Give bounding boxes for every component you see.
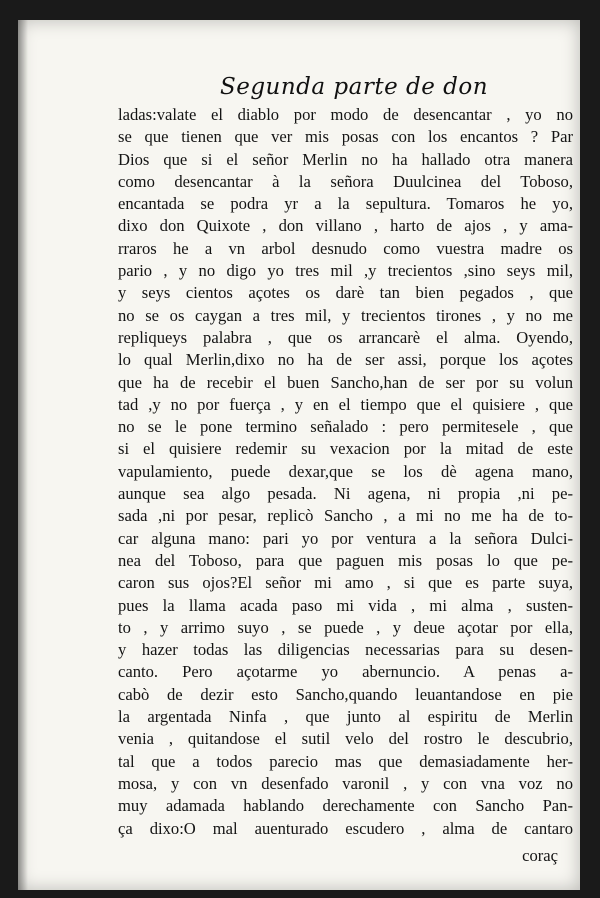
text-line: y seys cientos açotes os darè tan bien pegados , que <box>118 283 573 303</box>
catchword: coraç <box>522 846 558 865</box>
text-line: rraros he a vn arbol desnudo como vuestra madre os <box>118 238 573 258</box>
text-line: no se le pone termino señalado : pero permitesele , que <box>118 417 573 437</box>
text-line: tad ,y no por fuerça , y en el tiempo que el quisiere , que <box>118 394 573 414</box>
running-head: Segunda parte de don <box>219 74 489 100</box>
text-line: si el quisiere redemir su vexacion por la mitad de este <box>118 439 573 459</box>
text-line: muy adamada hablando derechamente con Sancho Pan- <box>118 796 573 816</box>
text-line: pario , y no digo yo tres mil ,y trecientos ,sino seys mil, <box>118 261 573 281</box>
book-page <box>18 20 580 890</box>
text-line: cabò de dezir esto Sancho,quando leuantandose en pie <box>118 684 573 704</box>
text-line: sada ,ni por pesar, replicò Sancho , a mi no me ha de to- <box>118 506 573 526</box>
text-line: venia , quitandose el sutil velo del rostro le descubrio, <box>118 729 573 749</box>
body-text <box>118 104 573 840</box>
text-line: canto. Pero açotarme yo abernuncio. A penas a- <box>118 662 573 682</box>
text-line: repliqueys palabra , que os arrancarè el alma. Oyendo, <box>118 327 573 347</box>
text-line: que ha de recebir el buen Sancho,han de ser por su volun <box>118 372 573 392</box>
text-line: no se os caygan a tres mil, y trecientos tirones , y no me <box>118 305 573 325</box>
text-line: ladas:valate el diablo por modo de desencantar , yo no <box>118 105 573 124</box>
text-line: Dios que si el señor Merlin no ha hallado otra manera <box>118 149 573 169</box>
text-line: vapulamiento, puede dexar,que se los dè agena mano, <box>118 461 573 481</box>
text-line: caron sus ojos?El señor mi amo , si que es parte suya, <box>118 573 573 593</box>
text-line: encantada se podra yr a la sepultura. Tomaros he yo, <box>118 194 573 214</box>
text-line: tal que a todos parecio mas que demasiadamente her- <box>118 751 573 771</box>
text-line: lo qual Merlin,dixo no ha de ser assi, porque los açotes <box>118 350 573 370</box>
text-line: como desencantar à la señora Duulcinea del Toboso, <box>118 171 573 191</box>
text-line: y hazer todas las diligencias necessarias para su desen- <box>118 640 573 660</box>
text-line: to , y arrimo suyo , se puede , y deue açotar por ella, <box>118 617 573 637</box>
text-line: ça dixo:O mal auenturado escudero , alma de cantaro <box>118 818 573 838</box>
text-line: dixo don Quixote , don villano , harto de ajos , y ama- <box>118 216 573 236</box>
text-line: nea del Toboso, para que paguen mis posas lo que pe- <box>118 550 573 570</box>
text-line: car alguna mano: pari yo por ventura a la señora Dulci- <box>118 528 573 548</box>
text-line: mosa, y con vn desenfado varonil , y con vna voz no <box>118 773 573 793</box>
text-line: aunque sea algo pesada. Ni agena, ni propia ,ni pe- <box>118 484 573 504</box>
text-line: pues la llama acada paso mi vida , mi alma , susten- <box>118 595 573 615</box>
text-line: se que tienen que ver mis posas con los encantos ? Par <box>118 127 573 147</box>
text-line: la argentada Ninfa , que junto al espiritu de Merlin <box>118 707 573 727</box>
